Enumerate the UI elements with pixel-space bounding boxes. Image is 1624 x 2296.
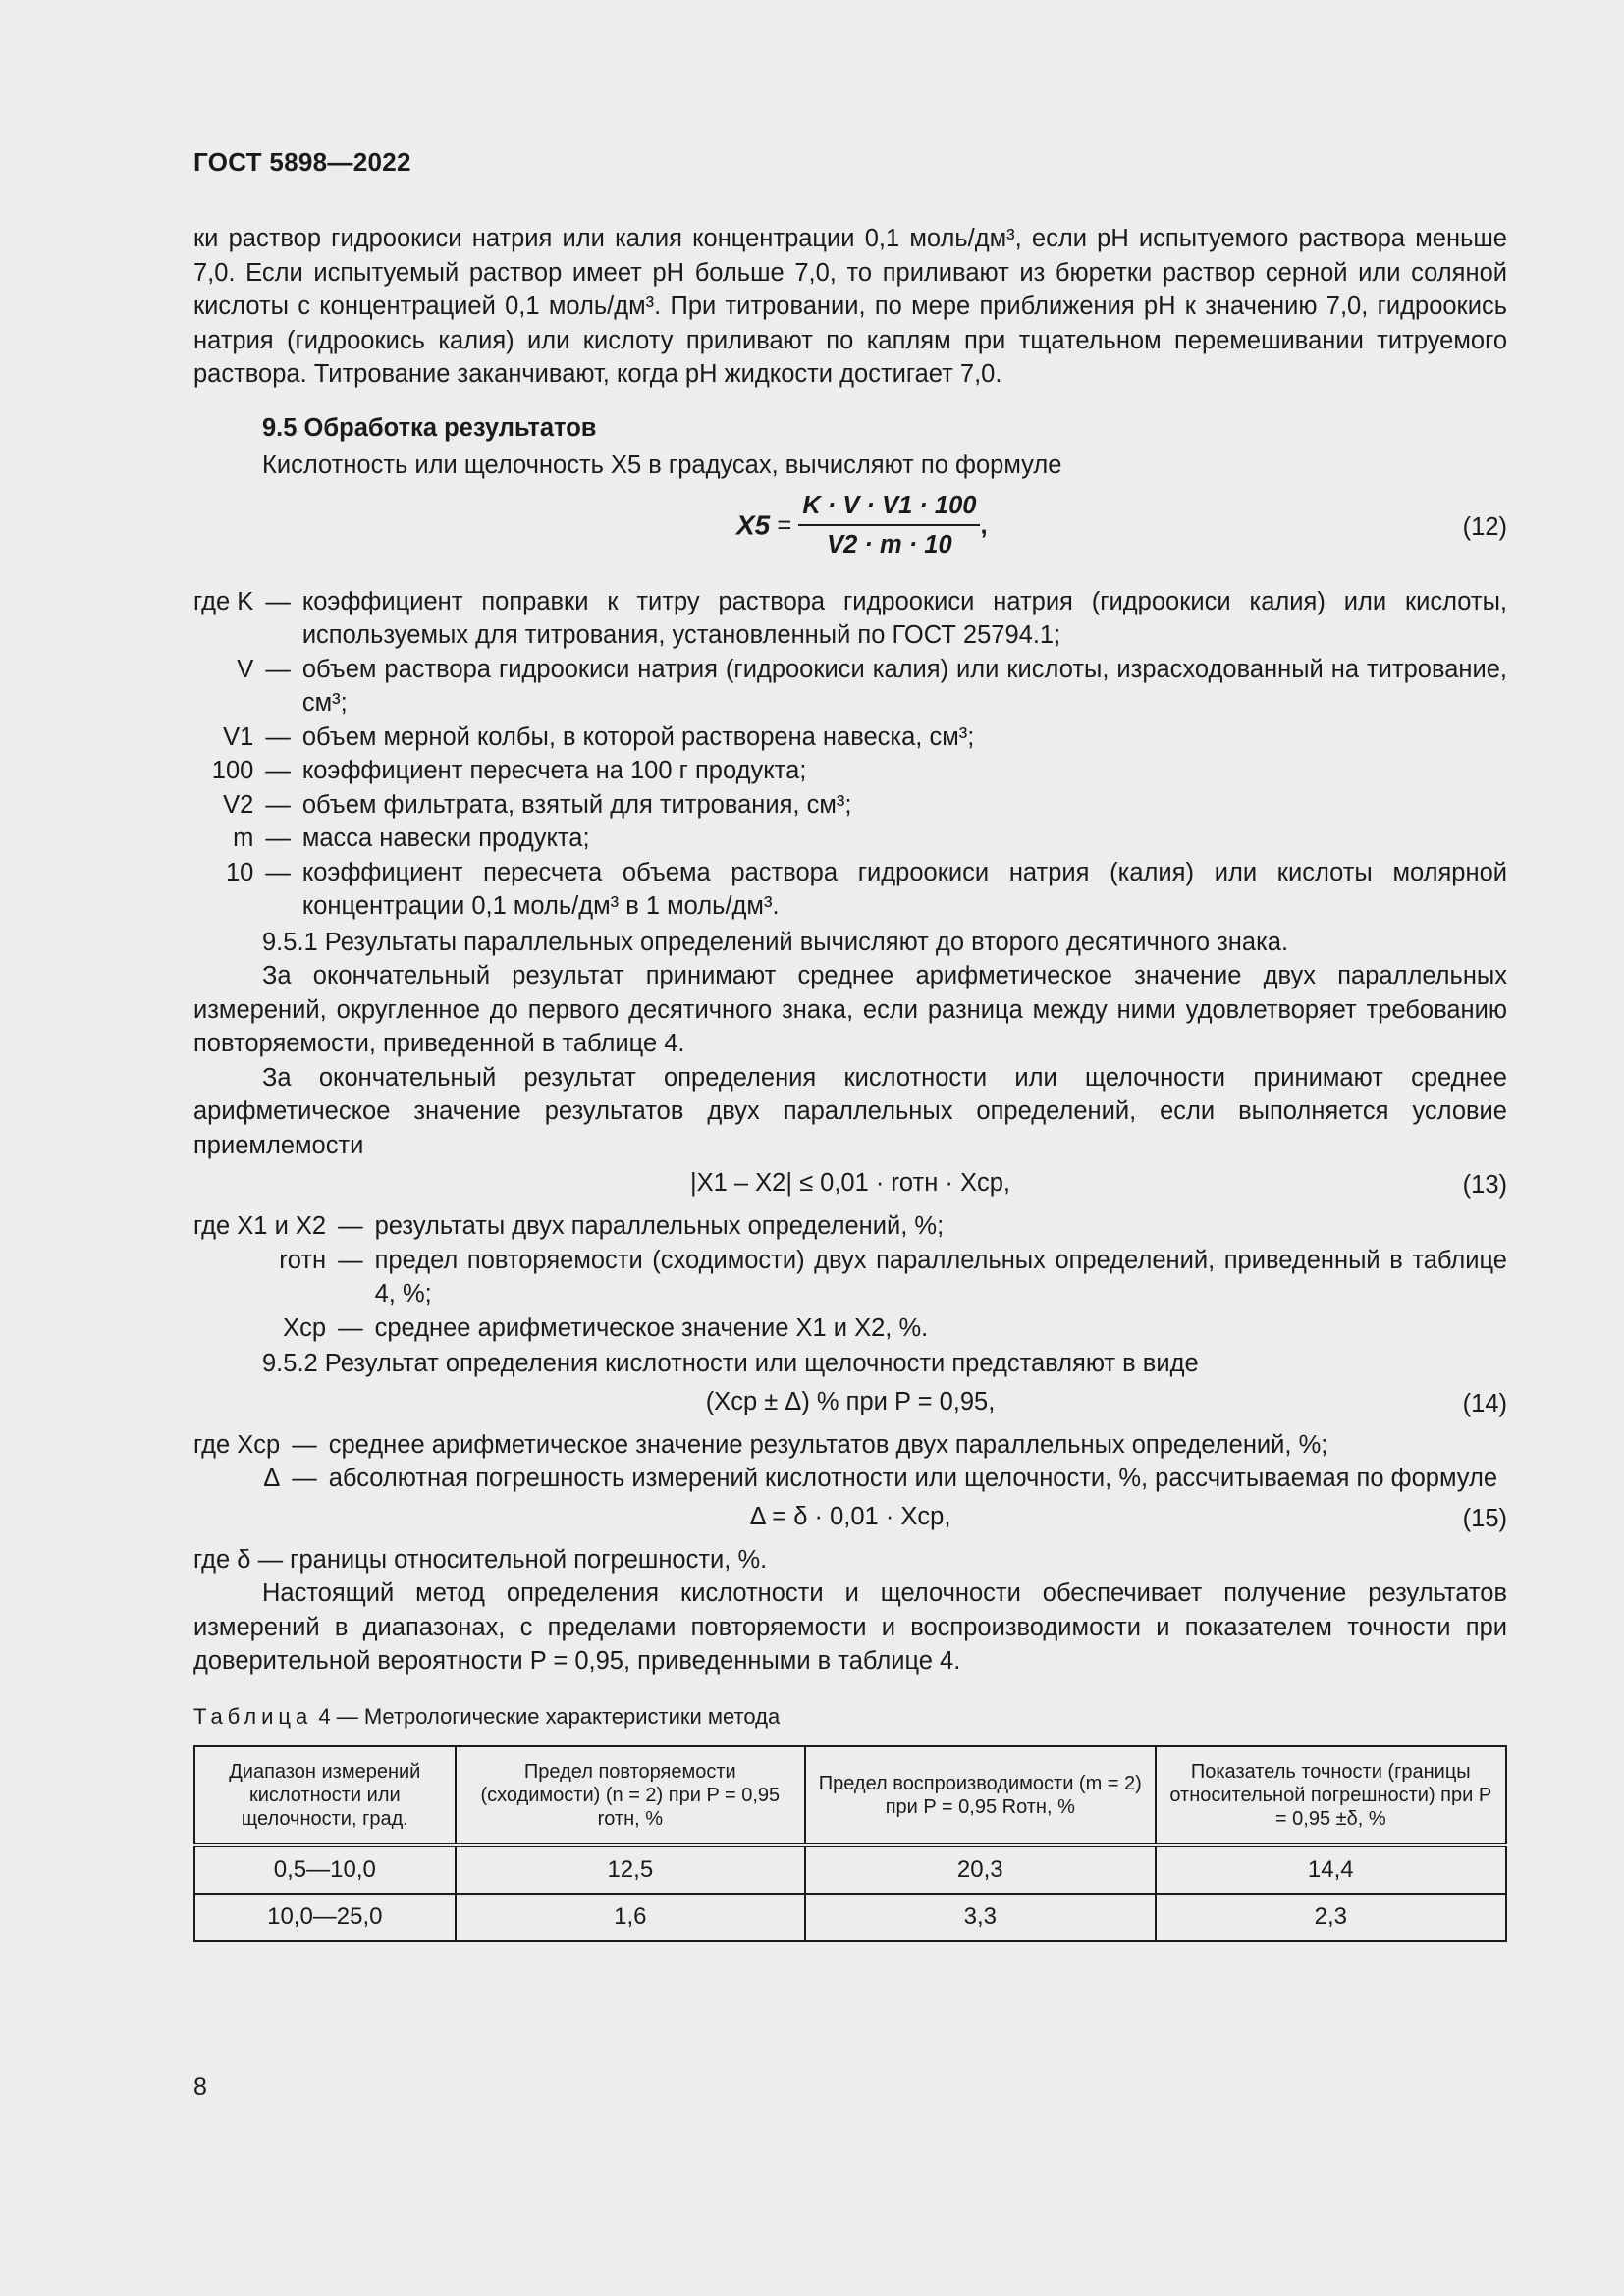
formula-13-number: (13) [1462,1171,1507,1199]
legend-row [193,822,1507,856]
legend-description: результаты двух параллельных определений, %; [374,1212,945,1240]
legend-dash: — [265,757,291,784]
legend-row [193,585,1507,653]
formula-12-numerator: K · V · V1 · 100 [798,489,980,527]
paragraph-952: 9.5.2 Результат определения кислотности или щелочности представляют в виде [262,1350,1199,1377]
legend-dash: — [265,722,291,751]
formula-12-fraction [798,489,980,562]
legend-dash: — [265,790,291,819]
table-header-cell: Предел повторяемости (сходимости) (n = 2) при P = 0,95 rотн, % [456,1746,805,1845]
table-row [194,1845,1506,1894]
legend-symbol: где X1 и X2 [193,1212,327,1240]
legend-symbol: V2 [223,790,254,819]
legend-description: абсолютная погрешность измерений кислотности или щелочности, %, рассчитываемая по формуле [328,1465,1498,1492]
legend-symbol: rотн [279,1246,327,1274]
formula-15-expression: Δ = δ · 0,01 · Xср, [749,1502,951,1530]
section-intro: Кислотность или щелочность X5 в градусах, вычисляют по формуле [262,452,1062,479]
table-cell: 1,6 [456,1894,805,1941]
table-cell: 14,4 [1156,1845,1506,1894]
table-cell: 2,3 [1156,1894,1506,1941]
formula-13 [193,1166,1507,1205]
page-content [193,222,1507,1942]
formula-12-expression: X5 = $\frac{K \cdot V \cdot V1 \cdot 100}{V2 \cdot m \cdot 10}$ , [736,489,988,562]
legend-description: объем раствора гидроокиси натрия (гидроокиси калия) или кислоты, израсходованный на титрование, см³; [301,655,1507,717]
legend-12 [193,585,1507,924]
legend-dash: — [338,1246,363,1274]
legend-row [193,754,1507,788]
legend-row [193,1209,1507,1244]
legend-row [193,856,1507,924]
legend-symbol: V [237,655,254,683]
legend-symbol: где Xср [193,1430,281,1459]
legend-symbol: Δ [263,1465,281,1492]
legend-symbol: Xср [283,1313,327,1342]
legend-row [193,1244,1507,1311]
section-title: 9.5 Обработка результатов [262,413,597,442]
formula-12-denominator: V2 · m · 10 [827,531,952,559]
conclusion-paragraph: Настоящий метод определения кислотности и щелочности обеспечивает получение результатов измерений в диапазонах, с пределами повторяемости и воспроизводимости и показателем точности при доверительной вероятности P = 0,95, приведенными в таблице 4. [193,1579,1507,1675]
metrology-table [193,1745,1507,1942]
table-header-row [194,1746,1506,1845]
formula-13-expression: |X1 – X2| ≤ 0,01 · rотн · Xср, [690,1169,1010,1197]
legend-row [193,721,1507,755]
legend-symbol: 10 [225,858,254,886]
formula-15 [193,1500,1507,1539]
legend-description: среднее арифметическое значение X1 и X2, %. [374,1313,929,1342]
legend-row [193,788,1507,823]
legend-dash: — [265,587,291,615]
table-header-cell: Предел воспроизводимости (m = 2) при P = 0,95 Rотн, % [805,1746,1156,1845]
legend-symbol: 100 [211,757,254,784]
legend-description: коэффициент пересчета объема раствора гидроокиси натрия (калия) или кислоты молярной концентрации 0,1 моль/дм³ в 1 моль/дм³. [301,858,1507,920]
legend-dash: — [338,1313,363,1342]
formula-14-number: (14) [1462,1389,1507,1417]
paragraph-951: 9.5.1 Результаты параллельных определений вычисляют до второго десятичного знака. [262,928,1289,956]
legend-description: коэффициент поправки к титру раствора гидроокиси натрия (гидроокиси калия) или кислоты, используемых для титрования, установленный по ГОСТ 25794.1; [301,587,1507,649]
legend-15: где δ — границы относительной погрешности, %. [193,1545,768,1574]
legend-description: объем мерной колбы, в которой растворена навеска, см³; [301,722,975,751]
document-header: ГОСТ 5898—2022 [193,147,411,177]
legend-description: среднее арифметическое значение результатов двух параллельных определений, %; [328,1430,1328,1459]
table-header-cell: Показатель точности (границы относительной погрешности) при P = 0,95 ±δ, % [1156,1746,1506,1845]
legend-row [193,1462,1497,1496]
legend-symbol: V1 [223,722,254,751]
legend-14 [193,1428,1497,1496]
table-caption [193,1700,1507,1735]
legend-description: масса навески продукта; [301,825,590,852]
formula-12-lhs: X5 [736,508,771,540]
legend-dash: — [292,1465,317,1492]
legend-description: предел повторяемости (сходимости) двух параллельных определений, приведенный в таблице 4, %; [374,1246,1507,1308]
table-cell: 3,3 [805,1894,1156,1941]
legend-symbol: m [233,825,254,852]
table-cell: 0,5—10,0 [194,1845,456,1894]
table-header-cell: Диапазон измерений кислотности или щелочности, град. [194,1746,456,1845]
legend-dash: — [292,1430,317,1459]
table-cell: 10,0—25,0 [194,1894,456,1941]
paragraph-951-second: За окончательный результат принимают среднее арифметическое значение двух параллельных измерений, округленное до первого десятичного знака, если разница между ними удовлетворяет требованию повторяемости, приведенной в таблице 4. [193,962,1507,1057]
table-caption-text: 4 — Метрологические характеристики метода [318,1703,781,1729]
page-number: 8 [193,2073,207,2101]
legend-description: коэффициент пересчета на 100 г продукта; [301,757,807,784]
formula-14-expression: (Xср ± Δ) % при P = 0,95, [705,1387,996,1415]
formula-12-number: (12) [1462,512,1507,541]
paragraph-951-third: За окончательный результат определения кислотности или щелочности принимают среднее арифметическое значение результатов двух параллельных определений, если выполняется условие приемлемости [193,1063,1507,1159]
legend-row [193,1428,1497,1463]
legend-description: объем фильтрата, взятый для титрования, см³; [301,790,852,819]
legend-symbol: где K [193,587,254,615]
legend-row [193,653,1507,721]
formula-14 [193,1385,1507,1424]
table-cell: 20,3 [805,1845,1156,1894]
table-caption-label: Таблица [193,1703,313,1729]
table-row [194,1894,1506,1941]
legend-dash: — [265,858,291,886]
legend-dash: — [265,655,291,683]
intro-paragraph: ки раствор гидроокиси натрия или калия концентрации 0,1 моль/дм³, если рН испытуемого раствора меньше 7,0. Если испытуемый раствор имеет рН больше 7,0, то приливают из бюретки раствор серной или соляной кислоты с концентрацией 0,1 моль/дм³. При титровании, по мере приближения рН к значению 7,0, гидроокись натрия (гидроокись калия) или кислоту приливают по каплям при тщательном перемешивании титруемого раствора. Титрование заканчивают, когда рН жидкости достигает 7,0. [193,225,1507,388]
legend-dash: — [265,825,291,852]
legend-row [193,1311,1507,1346]
table-cell: 12,5 [456,1845,805,1894]
legend-dash: — [338,1212,363,1240]
formula-15-number: (15) [1462,1504,1507,1532]
formula-12 [193,489,1507,575]
legend-13 [193,1209,1507,1345]
